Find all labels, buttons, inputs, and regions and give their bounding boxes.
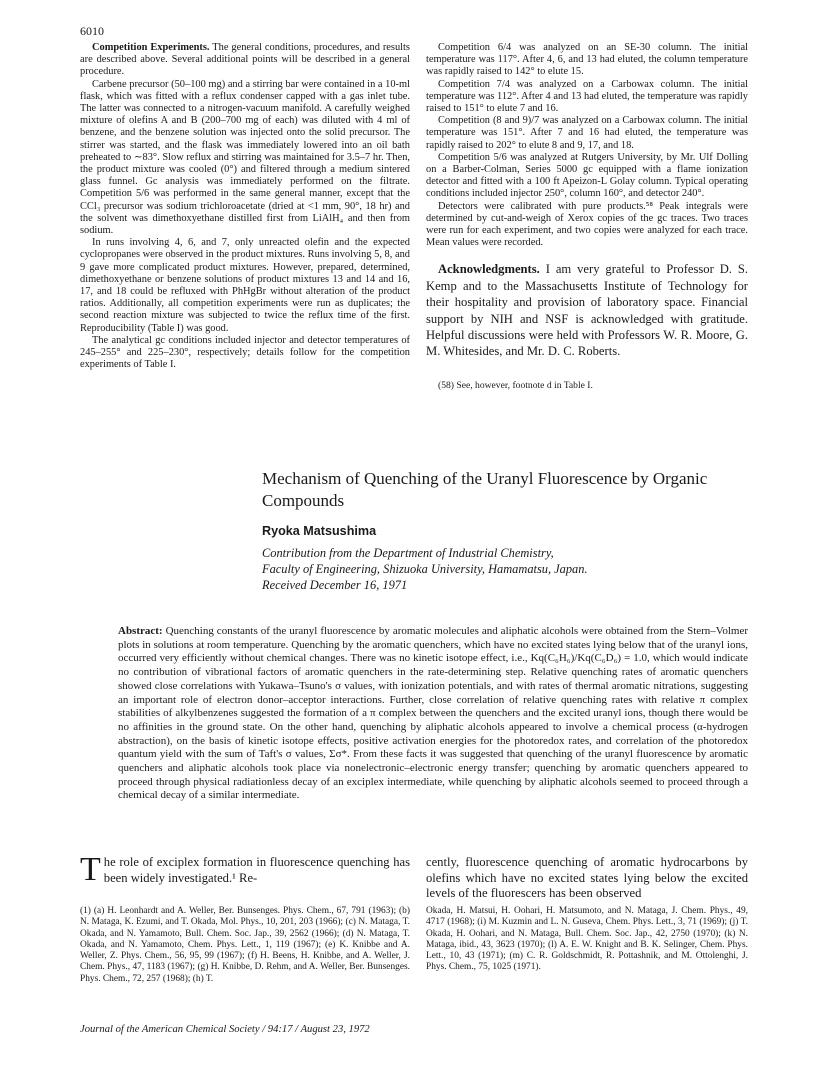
acknowledgments-paragraph: [426, 261, 748, 359]
acknowledgments-heading: Acknowledgments.: [438, 262, 540, 277]
competition-6-4-paragraph: Competition 6/4 was analyzed on an SE-30 column. The initial temperature was 117°. After 4, 6, and 13 had eluted, the column temperature was rapidly raised to 142° to elute 15.: [426, 42, 748, 78]
references-left: (1) (a) H. Leonhardt and A. Weller, Ber. Bunsenges. Phys. Chem., 67, 791 (1963); (b) N. Mataga, K. Ezumi, and T. Okada, Mol. Phys., 10, 201, 203 (1966); (c) N. Mataga, T. Okada, and N. Yamamoto, Bull. Chem. Soc. Jap., 39, 2562 (1966); (d) N. Mataga, T. Okada, and N. Yamamoto, Chem. Phys. Lett., 1, 119 (1967); (e) K. Knibbe and A. Weller, Z. Phys. Chem., 56, 95, 99 (1967); (f) H. Beens, H. Knibbe, and A. Weller, J. Chem. Phys., 47, 1183 (1967); (g) H. Knibbe, D. Rehm, and A. Weller, Ber. Bunsenges. Phys. Chem., 72, 257 (1968); (h) T.: [80, 906, 410, 984]
references-right: Okada, H. Matsui, H. Oohari, H. Matsumoto, and N. Mataga, J. Chem. Phys., 49, 4717 (1968); (i) M. Kuzmin and L. N. Guseva, Chem. Phys. Lett., 3, 71 (1969); (j) T. Okada, H. Oohari, and N. Mataga, Bull. Chem. Soc. Jap., 42, 2750 (1970); (k) N. Mataga, ibid., 43, 3623 (1970); (l) A. E. W. Knight and B. K. Selinger, Chem. Phys. Lett., 10, 43 (1971); (m) C. R. Goldschmidt, R. Pottashnik, and M. Ottolenghi, J. Phys. Chem., 75, 1025 (1971).: [426, 906, 748, 973]
abstract: [118, 625, 748, 803]
body-text-left: [80, 851, 410, 888]
products-paragraph: In runs involving 4, 6, and 7, only unreacted olefin and the expected cyclopropanes were observed in the product mixtures. Runs involving 5, 8, and 9 gave more complicated product mixtures. However, prepared, determined, dimethoxyethane or benzene solutions of product mixtures 13 and 14 and 16, 17, and 18 could be refluxed with PhHgBr without alteration of the product ratios. Additionally, all competition experiments were run as duplicates; the second reaction mixture was subjected to twice the reflux time of the first. Reproducibility (Table I) was good.: [80, 237, 410, 334]
competition-heading: Competition Experiments.: [92, 42, 210, 53]
abstract-text: Quenching constants of the uranyl fluorescence by aromatic molecules and aliphatic alcohols were obtained from the Stern–Volmer plots in solutions at room temperature. Quenching by the aromatic quenchers, which have no excited states lying below that of the uranyl ions, occurred very efficiently without chemical changes. There was no kinetic isotope effect, i.e., Kq(C₆H₆)/Kq(C₆D₆) = 1.0, which would indicate no contribution of vibrational factors of aromatic quenchers in the rate-determining step. Relative quenching rates of aromatic quenchers showed close correlations with Yukawa–Tsuno's σ values, with ionization potentials, and with rates of thermal aromatic nitrations, suggesting an important role of electron donor–acceptor interactions. Further, close correlation of relative quenching rates with relative π complex stabilities of alkylbenzenes suggested the formation of a π complex between the quenchers and the excited uranyl ions, though there would be no affinities in the ground state. On the other hand, quenching by aliphatic alcohols appeared to involve a chemical process (α-hydrogen abstraction), on the basis of kinetic isotope effects, positive activation energies for the photoredox rates, and correlation of the photoredox quantum yield with the sum of Taft's σ values, Σσ*. From these facts it was suggested that quenching of the uranyl fluorescence by aromatic quenchers and aliphatic alcohols took place via nonelectronic–electronic energy transfer; quenching by aromatic quenchers appeared to proceed through physical radiationless decay of an exciplex intermediate, while quenching by aliphatic alcohols seemed to proceed through a chemical decay of a similar intermediate.: [118, 625, 748, 802]
affiliation-line: Contribution from the Department of Industrial Chemistry,: [262, 546, 554, 560]
gc-conditions-paragraph: The analytical gc conditions included injector and detector temperatures of 245–255° and 225–230°, respectively; details follow for the competition experiments of Table I.: [80, 334, 410, 371]
received-date: Received December 16, 1971: [262, 578, 408, 592]
left-column-experimental: [80, 42, 410, 371]
competition-5-6-paragraph: Competition 5/6 was analyzed at Rutgers University, by Mr. Ulf Dolling on a Barber-Colman, Series 5000 gc equipped with a flame ionization detector and fitted with a 100 ft Apeizon-L Golay column. Typical operating conditions included injector 250°, column 160°, and detector 240°.: [426, 151, 748, 200]
article-title: Mechanism of Quenching of the Uranyl Fluorescence by Organic Compounds: [262, 469, 708, 510]
footnote-58: (58) See, however, footnote d in Table I.: [438, 379, 593, 391]
body-intro-left: he role of exciplex formation in fluorescence quenching has been widely investigated.¹ Re-: [103, 855, 410, 885]
right-column-experimental: [426, 42, 748, 392]
article-affiliation: [262, 545, 742, 593]
body-text-right: [426, 855, 748, 902]
competition-7-4-paragraph: Competition 7/4 was analyzed on a Carbowax column. The initial temperature was 112°. After 4 and 13 had eluted, the temperature was rapidly raised to 151° to elute 7 and 16.: [426, 78, 748, 115]
page-number: 6010: [80, 24, 104, 38]
competition-8-9-7-paragraph: Competition (8 and 9)/7 was analyzed on a Carbowax column. The initial temperature was 151°. After 7 and 16 had eluted, the temperature was rapidly raised to 202° to elute 8 and 9, 17, and 18.: [426, 115, 748, 151]
body-intro-right: cently, fluorescence quenching of aromatic hydrocarbons by olefins which have no excited states lying below the excited levels of the fluorescers has been observed: [426, 855, 748, 900]
competition-paragraph: [80, 42, 410, 79]
affiliation-line: Faculty of Engineering, Shizuoka University, Hamamatsu, Japan.: [262, 562, 588, 576]
abstract-label: Abstract:: [118, 625, 163, 637]
article-author: Ryoka Matsushima: [262, 524, 377, 538]
acknowledgments-text: I am very grateful to Professor D. S. Kemp and to the Massachusetts Institute of Technology for their hospitality and provision of laboratory space. Financial support by NIH and NSF is acknowledged with gratitude. Helpful discussions were held with Professors W. R. Moore, G. M. Whitesides, and Mr. D. C. Roberts.: [426, 262, 748, 359]
procedure-paragraph: Carbene precursor (50–100 mg) and a stirring bar were contained in a 10-ml flask, which was fitted with a reflux condenser capped with a gas inlet tube. The latter was connected to a nitrogen-vacuum manifold. A carefully weighed mixture of olefins A and B (200–700 mg of each) was diluted with 4 ml of benzene, and the benzene solution was injected onto the solid precursor. The stirrer was started, and the flask was immediately lowered into an oil bath preheated to ∼83°. Slow reflux and stirring was maintained for 3.5–7 hr. Then, the product mixture was cooled (0°) and filtered through a medium sintered glass funnel. Gc analysis was immediately performed on the filtrate. Competition 5/6 was performed in the same general manner, except that the CCl₃ precursor was sodium trichloroacetate (dried at <1 mm, 90°, 18 hr) and the solvent was dimethoxyethane distilled first from LiAlH₄ and then from sodium.: [80, 78, 410, 237]
competition-text: The general conditions, procedures, and results are described above. Several additional points will be described in a general procedure.: [80, 42, 410, 78]
detectors-paragraph: Detectors were calibrated with pure products.⁵⁸ Peak integrals were determined by cut-and-weigh of Xerox copies of the gc traces. Two traces were run for each experiment, and two copies were analyzed for each trace. Mean values were recorded.: [426, 200, 748, 249]
journal-footer: Journal of the American Chemical Society / 94:17 / August 23, 1972: [80, 1024, 370, 1035]
drop-cap: T: [80, 851, 101, 888]
